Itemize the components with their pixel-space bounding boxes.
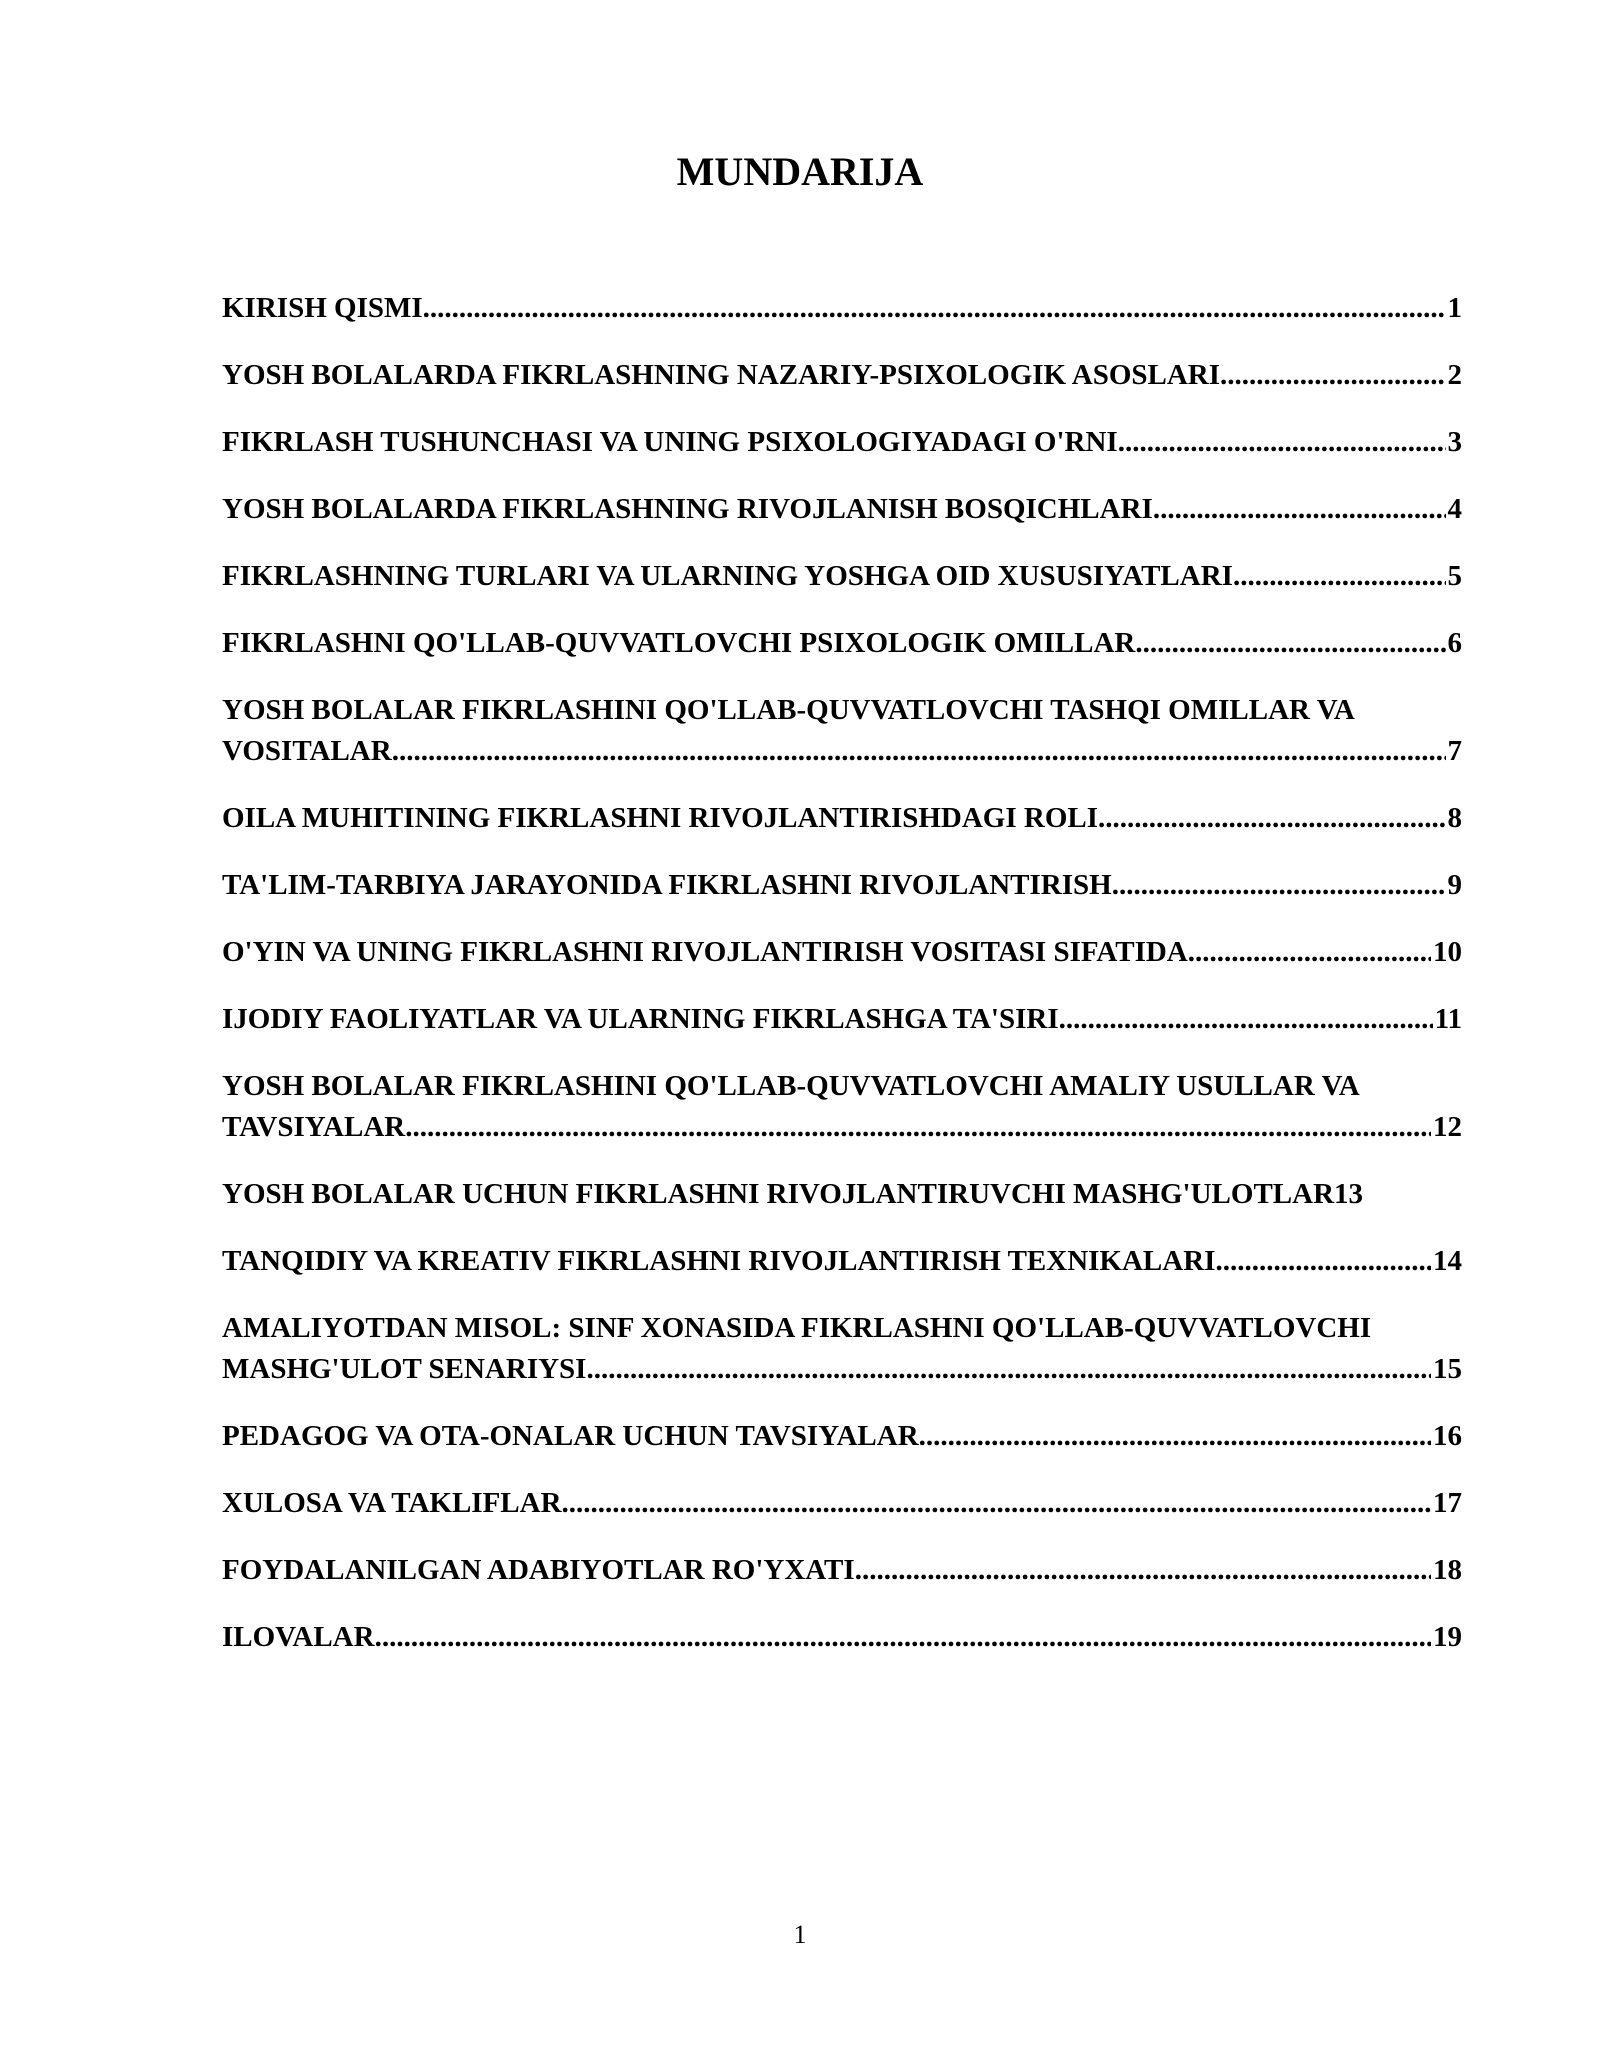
toc-entry-tanqidiy-kreativ[interactable] bbox=[222, 1241, 1462, 1282]
toc-entry-text: YOSH BOLALARDA FIKRLASHNING NAZARIY-PSIXOLOGIK ASOSLARI bbox=[222, 359, 1221, 391]
toc-page-number: 4 bbox=[1447, 493, 1462, 525]
toc-entry-text: OILA MUHITINING FIKRLASHNI RIVOJLANTIRISHDAGI ROLI bbox=[222, 802, 1099, 834]
toc-entry-adabiyotlar[interactable] bbox=[222, 1550, 1462, 1591]
toc-page-number: 19 bbox=[1433, 1621, 1462, 1653]
toc-page-number: 12 bbox=[1433, 1111, 1462, 1143]
toc-entry-xulosa[interactable] bbox=[222, 1483, 1462, 1524]
toc-leader-dots bbox=[1135, 623, 1445, 664]
toc-entry-text: MASHG'ULOT SENARIYSI bbox=[222, 1353, 587, 1385]
toc-page-number: 13 bbox=[1334, 1178, 1364, 1210]
toc-entry-fikrlash-tushunchasi[interactable] bbox=[222, 422, 1462, 463]
toc-leader-dots bbox=[423, 288, 1446, 329]
toc-leader-dots bbox=[586, 1349, 1431, 1390]
toc-entry-tashqi-omillar[interactable] bbox=[222, 690, 1462, 772]
toc-leader-dots bbox=[1215, 1241, 1431, 1282]
toc-entry-text: KIRISH QISMI bbox=[222, 292, 423, 324]
toc-entry-text: TA'LIM-TARBIYA JARAYONIDA FIKRLASHNI RIVOJLANTIRISH bbox=[222, 869, 1112, 901]
toc-leader-dots bbox=[1188, 932, 1431, 973]
toc-entry-text: PEDAGOG VA OTA-ONALAR UCHUN TAVSIYALAR bbox=[222, 1420, 919, 1452]
toc-page-number: 3 bbox=[1447, 426, 1462, 458]
toc-entry-text: XULOSA VA TAKLIFLAR bbox=[222, 1487, 562, 1519]
toc-entry-text: FIKRLASH TUSHUNCHASI VA UNING PSIXOLOGIYADAGI O'RNI bbox=[222, 426, 1118, 458]
toc-leader-dots bbox=[1112, 865, 1446, 906]
toc-entry-text: ILOVALAR bbox=[222, 1621, 375, 1653]
toc-leader-dots bbox=[919, 1416, 1431, 1457]
toc-leader-dots bbox=[1153, 489, 1446, 530]
toc-leader-dots bbox=[1233, 556, 1446, 597]
toc-page-number: 6 bbox=[1447, 627, 1462, 659]
toc-page-number: 16 bbox=[1433, 1420, 1462, 1452]
toc-leader-dots bbox=[392, 731, 1446, 772]
toc-page-number: 18 bbox=[1433, 1554, 1462, 1586]
toc-entry-text: AMALIYOTDAN MISOL: SINF XONASIDA FIKRLASHNI QO'LLAB-QUVVATLOVCHI bbox=[222, 1312, 1372, 1344]
toc-page-number: 9 bbox=[1447, 869, 1462, 901]
toc-entry-text: FIKRLASHNING TURLARI VA ULARNING YOSHGA OID XUSUSIYATLARI bbox=[222, 560, 1233, 592]
toc-page-number: 10 bbox=[1433, 936, 1462, 968]
toc-leader-dots bbox=[855, 1550, 1431, 1591]
toc-entry-pedagog-tavsiyalar[interactable] bbox=[222, 1416, 1462, 1457]
toc-leader-dots bbox=[1059, 999, 1433, 1040]
toc-page-number: 15 bbox=[1433, 1353, 1462, 1385]
toc-entry-text: TAVSIYALAR bbox=[222, 1111, 406, 1143]
footer-page-number: 1 bbox=[793, 1920, 807, 1949]
toc-entry-talim-tarbiya[interactable] bbox=[222, 865, 1462, 906]
toc-entry-text: O'YIN VA UNING FIKRLASHNI RIVOJLANTIRISH VOSITASI SIFATIDA bbox=[222, 936, 1188, 968]
toc-entry-amaliy-usullar[interactable] bbox=[222, 1066, 1462, 1148]
toc-leader-dots bbox=[405, 1107, 1431, 1148]
toc-page-number: 2 bbox=[1447, 359, 1462, 391]
toc-entry-ijodiy-faoliyatlar[interactable] bbox=[222, 999, 1462, 1040]
toc-leader-dots bbox=[375, 1617, 1431, 1658]
toc-page-number: 14 bbox=[1433, 1245, 1462, 1277]
toc-page-number: 1 bbox=[1447, 292, 1462, 324]
toc-entry-text: YOSH BOLALAR FIKRLASHINI QO'LLAB-QUVVATLOVCHI AMALIY USULLAR VA bbox=[222, 1070, 1360, 1102]
toc-page-number: 17 bbox=[1433, 1487, 1462, 1519]
toc-entry-kirish-qismi[interactable] bbox=[222, 288, 1462, 329]
toc-leader-dots bbox=[562, 1483, 1431, 1524]
toc-entry-text: FOYDALANILGAN ADABIYOTLAR RO'YXATI bbox=[222, 1554, 855, 1586]
toc-entry-fikrlashning-turlari[interactable] bbox=[222, 556, 1462, 597]
toc-entry-ilovalar[interactable] bbox=[222, 1617, 1462, 1658]
toc-page-number: 8 bbox=[1447, 802, 1462, 834]
toc-entry-oila-muhiti[interactable] bbox=[222, 798, 1462, 839]
toc-entry-text: YOSH BOLALAR FIKRLASHINI QO'LLAB-QUVVATLOVCHI TASHQI OMILLAR VA bbox=[222, 694, 1355, 726]
toc-entry-psixologik-omillar[interactable] bbox=[222, 623, 1462, 664]
toc-entry-text: IJODIY FAOLIYATLAR VA ULARNING FIKRLASHGA TA'SIRI bbox=[222, 1003, 1059, 1035]
toc-entry-text: FIKRLASHNI QO'LLAB-QUVVATLOVCHI PSIXOLOGIK OMILLAR bbox=[222, 627, 1136, 659]
toc-leader-dots bbox=[1098, 798, 1445, 839]
toc-entry-nazariy-psixologik-asoslari[interactable] bbox=[222, 355, 1462, 396]
toc-entry-oyin[interactable] bbox=[222, 932, 1462, 973]
toc-leader-dots bbox=[1220, 355, 1445, 396]
toc-entry-text: YOSH BOLALARDA FIKRLASHNING RIVOJLANISH BOSQICHLARI bbox=[222, 493, 1153, 525]
toc-page-number: 7 bbox=[1447, 735, 1462, 767]
toc-entry-rivojlanish-bosqichlari[interactable] bbox=[222, 489, 1462, 530]
table-of-contents bbox=[222, 288, 1462, 1684]
page-title: MUNDARIJA bbox=[676, 149, 924, 194]
toc-page-number: 5 bbox=[1447, 560, 1462, 592]
toc-entry-amaliyotdan-misol[interactable] bbox=[222, 1308, 1462, 1390]
toc-entry-mashgulotlar[interactable] bbox=[222, 1174, 1462, 1215]
toc-entry-text: TANQIDIY VA KREATIV FIKRLASHNI RIVOJLANTIRISH TEXNIKALARI bbox=[222, 1245, 1216, 1277]
toc-page-number: 11 bbox=[1434, 1003, 1462, 1035]
toc-entry-text: YOSH BOLALAR UCHUN FIKRLASHNI RIVOJLANTIRUVCHI MASHG'ULOTLAR bbox=[222, 1178, 1335, 1210]
toc-leader-dots bbox=[1118, 422, 1446, 463]
toc-entry-text: VOSITALAR bbox=[222, 735, 392, 767]
